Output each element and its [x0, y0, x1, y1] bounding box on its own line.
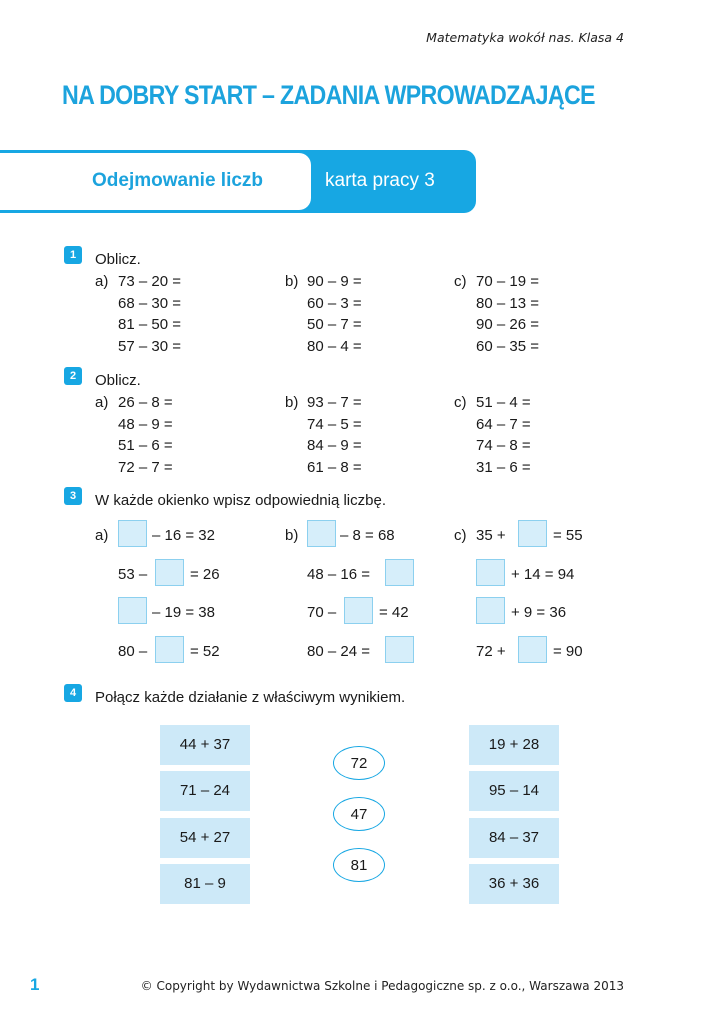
expression-part: 80 – 24 =: [307, 643, 370, 660]
expression: 68 – 30 =: [118, 295, 181, 312]
expression: 90 – 26 =: [476, 316, 539, 333]
expression: 72 – 7 =: [118, 459, 173, 476]
answer-box[interactable]: [476, 559, 505, 586]
answer-box[interactable]: [307, 520, 336, 547]
task-number: 2: [64, 367, 82, 385]
expression: 48 – 9 =: [118, 416, 173, 433]
task-number: 3: [64, 487, 82, 505]
expression-card[interactable]: 36 + 36: [469, 864, 559, 904]
expression: 57 – 30 =: [118, 338, 181, 355]
page-title: NA DOBRY START – ZADANIA WPROWADZAJĄCE: [62, 80, 595, 110]
expression-part: 53 –: [118, 566, 148, 583]
expression-part: – 19 = 38: [152, 604, 215, 621]
result-oval[interactable]: 72: [333, 746, 385, 780]
banner-subtitle: karta pracy 3: [325, 170, 435, 191]
answer-box[interactable]: [344, 597, 373, 624]
expression-card[interactable]: 19 + 28: [469, 725, 559, 765]
expression-part: = 42: [379, 604, 409, 621]
answer-box[interactable]: [155, 559, 184, 586]
series-title: Matematyka wokół nas. Klasa 4: [426, 30, 624, 45]
expression: 60 – 35 =: [476, 338, 539, 355]
column-label: c): [454, 527, 467, 544]
expression: 64 – 7 =: [476, 416, 531, 433]
expression-part: – 8 = 68: [340, 527, 395, 544]
expression: 90 – 9 =: [307, 273, 362, 290]
expression: 50 – 7 =: [307, 316, 362, 333]
column-label: a): [95, 273, 109, 290]
expression-part: 35 +: [476, 527, 506, 544]
expression-part: + 14 = 94: [511, 566, 575, 583]
expression: 31 – 6 =: [476, 459, 531, 476]
answer-box[interactable]: [118, 520, 147, 547]
answer-box[interactable]: [518, 520, 547, 547]
expression-part: + 9 = 36: [511, 604, 567, 621]
result-oval[interactable]: 47: [333, 797, 385, 831]
expression: 60 – 3 =: [307, 295, 362, 312]
expression-part: 48 – 16 =: [307, 566, 370, 583]
task-instruction: W każde okienko wpisz odpowiednią liczbę.: [95, 492, 386, 509]
expression: 26 – 8 =: [118, 394, 173, 411]
task-number: 4: [64, 684, 82, 702]
answer-box[interactable]: [155, 636, 184, 663]
task-instruction: Oblicz.: [95, 372, 141, 389]
column-label: b): [285, 527, 299, 544]
answer-box[interactable]: [118, 597, 147, 624]
column-label: c): [454, 394, 467, 411]
task-instruction: Połącz każde działanie z właściwym wynikiem.: [95, 689, 406, 706]
column-label: a): [95, 394, 109, 411]
expression-card[interactable]: 44 + 37: [160, 725, 250, 765]
answer-box[interactable]: [518, 636, 547, 663]
task-instruction: Oblicz.: [95, 251, 141, 268]
page-number: 1: [30, 975, 40, 994]
column-label: a): [95, 527, 109, 544]
column-label: b): [285, 394, 299, 411]
answer-box[interactable]: [476, 597, 505, 624]
expression-card[interactable]: 84 – 37: [469, 818, 559, 858]
expression-part: 72 +: [476, 643, 506, 660]
expression: 93 – 7 =: [307, 394, 362, 411]
expression: 73 – 20 =: [118, 273, 181, 290]
expression-part: = 26: [190, 566, 220, 583]
expression-card[interactable]: 54 + 27: [160, 818, 250, 858]
expression-part: = 90: [553, 643, 583, 660]
banner-title: Odejmowanie liczb: [92, 170, 264, 191]
expression: 80 – 13 =: [476, 295, 539, 312]
expression: 51 – 4 =: [476, 394, 531, 411]
copyright-notice: © Copyright by Wydawnictwa Szkolne i Pedagogiczne sp. z o.o., Warszawa 2013: [140, 979, 624, 993]
column-label: b): [285, 273, 299, 290]
answer-box[interactable]: [385, 559, 414, 586]
expression: 80 – 4 =: [307, 338, 362, 355]
task-number: 1: [64, 246, 82, 264]
expression: 84 – 9 =: [307, 437, 362, 454]
expression: 74 – 5 =: [307, 416, 362, 433]
expression-card[interactable]: 95 – 14: [469, 771, 559, 811]
expression-part: 80 –: [118, 643, 148, 660]
expression: 70 – 19 =: [476, 273, 539, 290]
expression-part: – 16 = 32: [152, 527, 215, 544]
column-label: c): [454, 273, 467, 290]
answer-box[interactable]: [385, 636, 414, 663]
expression-part: 70 –: [307, 604, 337, 621]
result-oval[interactable]: 81: [333, 848, 385, 882]
expression-part: = 52: [190, 643, 220, 660]
expression: 51 – 6 =: [118, 437, 173, 454]
expression: 74 – 8 =: [476, 437, 531, 454]
expression: 81 – 50 =: [118, 316, 181, 333]
expression-part: = 55: [553, 527, 583, 544]
expression: 61 – 8 =: [307, 459, 362, 476]
expression-card[interactable]: 81 – 9: [160, 864, 250, 904]
expression-card[interactable]: 71 – 24: [160, 771, 250, 811]
